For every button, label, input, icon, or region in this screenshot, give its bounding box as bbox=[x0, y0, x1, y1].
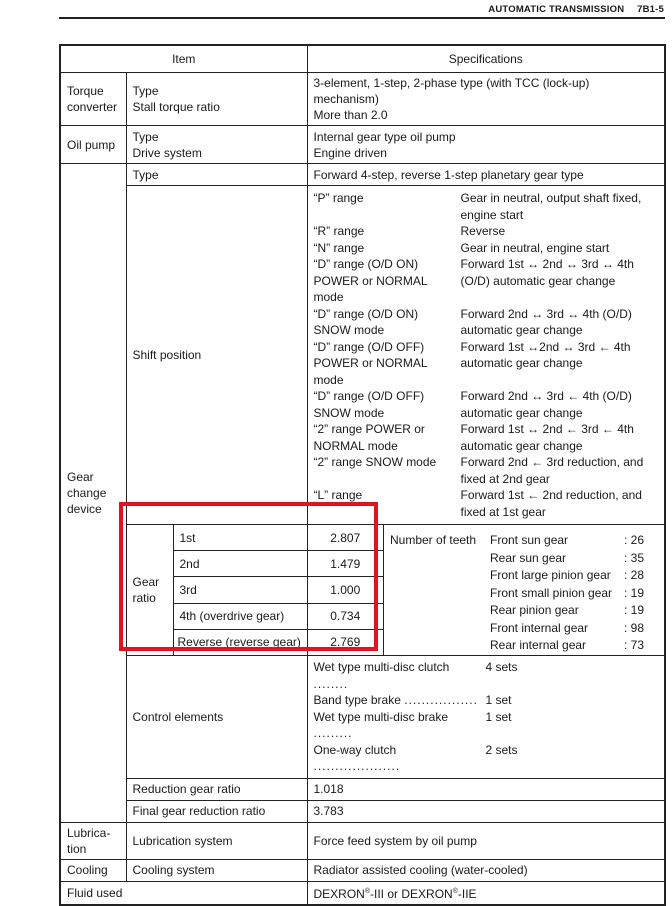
gear-teeth-name: Front sun gear bbox=[490, 533, 569, 547]
gear-type-label: Type bbox=[126, 164, 307, 186]
section-title: AUTOMATIC TRANSMISSION bbox=[488, 4, 625, 15]
leader-dots: ........ bbox=[313, 676, 349, 691]
shift-position-name: “D” range (O/D OFF) POWER or NORMAL mode bbox=[313, 339, 428, 387]
table-row bbox=[60, 800, 665, 822]
control-element-value: 1 set bbox=[485, 693, 512, 707]
running-header bbox=[478, 4, 664, 15]
control-element-value: 4 sets bbox=[485, 660, 518, 674]
column-header-item: Item bbox=[60, 45, 307, 73]
control-element-value: 2 sets bbox=[485, 742, 518, 757]
oil-pump-items: Type Drive system bbox=[126, 126, 307, 164]
gear-teeth-count: : 98 bbox=[624, 620, 645, 635]
table-row bbox=[60, 778, 665, 800]
shift-position-list bbox=[314, 190, 659, 520]
shift-position-label: Shift position bbox=[126, 186, 307, 525]
table-row bbox=[60, 186, 665, 525]
shift-position-description: Forward 1st ↔2nd ↔ 3rd ← 4th automatic gear change bbox=[460, 339, 631, 370]
teeth-block bbox=[384, 525, 664, 655]
shift-position-description: Forward 1st ↔ 2nd ← 3rd ← 4th automatic gear change bbox=[460, 422, 634, 453]
gear-names bbox=[174, 525, 307, 655]
table-row bbox=[60, 126, 665, 164]
leader-dots: ......... bbox=[313, 726, 353, 740]
control-elements-label: Control elements bbox=[126, 656, 307, 779]
gear-name: 2nd bbox=[174, 551, 307, 577]
row-label-lubrication: Lubrica- tion bbox=[60, 822, 126, 859]
gear-ratio-column bbox=[308, 525, 385, 655]
gear-ratio-value: 1.000 bbox=[308, 577, 384, 603]
shift-position-name: “N” range bbox=[313, 240, 365, 255]
reduction-gear-ratio-label: Reduction gear ratio bbox=[126, 778, 307, 800]
gear-ratio-value: 0.734 bbox=[308, 604, 384, 630]
registered-mark: ® bbox=[364, 887, 371, 895]
leader-dots: .................... bbox=[313, 759, 401, 773]
fluid-spec-a: DEXRON bbox=[313, 886, 365, 901]
column-header-spec: Specifications bbox=[307, 45, 665, 73]
control-element-label: One-way clutch bbox=[313, 742, 397, 757]
gear-teeth-name: Front internal gear bbox=[490, 620, 589, 635]
row-label-fluid-used: Fluid used bbox=[60, 881, 307, 905]
gear-teeth-count: : 28 bbox=[624, 568, 645, 583]
table-header-row bbox=[60, 45, 665, 73]
torque-converter-spec: 3-element, 1-step, 2-phase type (with TCC (lock-up) mechanism) More than 2.0 bbox=[307, 73, 665, 126]
control-element-value: 1 set bbox=[485, 709, 512, 724]
shift-position-name: “2” range SNOW mode bbox=[313, 455, 437, 469]
table-row bbox=[60, 525, 665, 656]
leader-dots: ................. bbox=[404, 693, 478, 707]
teeth-label: Number of teeth bbox=[390, 533, 477, 547]
gear-ratio-value: 1.479 bbox=[308, 551, 384, 577]
gear-ratio-labels bbox=[126, 525, 307, 656]
lubrication-item: Lubrication system bbox=[126, 822, 307, 859]
gear-name: 4th (overdrive gear) bbox=[174, 604, 307, 630]
row-label-oil-pump: Oil pump bbox=[60, 126, 126, 164]
final-gear-reduction-value: 3.783 bbox=[307, 800, 665, 822]
gear-teeth-count: : 26 bbox=[624, 533, 645, 547]
torque-converter-items: Type Stall torque ratio bbox=[126, 73, 307, 126]
row-label-gear-change-device: Gear change device bbox=[60, 164, 126, 823]
final-gear-reduction-label: Final gear reduction ratio bbox=[126, 800, 307, 822]
shift-position-description: Forward 2nd ↔ 3rd ← 4th (O/D) automatic gear change bbox=[460, 389, 632, 420]
gear-type-spec: Forward 4-step, reverse 1-step planetary gear type bbox=[307, 164, 665, 186]
gear-ratio-values bbox=[307, 525, 665, 656]
shift-position-description: Forward 1st ← 2nd reduction, and fixed at 1st gear bbox=[460, 488, 642, 519]
gear-ratio-label: Gear ratio bbox=[127, 525, 174, 655]
gear-teeth-count: : 19 bbox=[624, 603, 645, 618]
oil-pump-spec: Internal gear type oil pump Engine driven bbox=[307, 126, 665, 164]
control-element-name bbox=[314, 709, 486, 742]
control-element-name bbox=[314, 742, 486, 775]
gear-teeth-count: : 73 bbox=[624, 638, 645, 653]
table-row bbox=[60, 164, 665, 186]
row-label-torque-converter: Torque converter bbox=[60, 73, 126, 126]
fluid-spec-b: -III or DEXRON bbox=[370, 886, 453, 901]
control-element-label: Wet type multi-disc brake bbox=[313, 709, 448, 724]
gear-name: 3rd bbox=[174, 577, 307, 603]
shift-position-description: Gear in neutral, output shaft fixed, engine start bbox=[460, 191, 642, 222]
table-row bbox=[60, 859, 665, 881]
control-elements-list bbox=[314, 659, 659, 775]
cooling-item: Cooling system bbox=[126, 859, 307, 881]
gear-teeth-name: Front large pinion gear bbox=[490, 568, 611, 583]
shift-position-name: “R” range bbox=[313, 224, 365, 238]
shift-position-description: Gear in neutral, engine start bbox=[460, 240, 610, 255]
shift-position-name: “L” range bbox=[313, 488, 363, 502]
control-element-label: Wet type multi-disc clutch bbox=[313, 660, 450, 674]
registered-mark: ® bbox=[452, 887, 458, 895]
gear-ratio-value: 2.807 bbox=[308, 525, 384, 551]
control-element-name bbox=[314, 692, 486, 709]
gear-teeth-name: Front small pinion gear bbox=[490, 585, 613, 600]
shift-position-description: Forward 1st ↔ 2nd ↔ 3rd ↔ 4th (O/D) automatic gear change bbox=[460, 257, 634, 288]
gear-teeth-name: Rear pinion gear bbox=[490, 603, 579, 618]
shift-position-name: “P” range bbox=[313, 191, 364, 205]
fluid-spec-c: -IIE bbox=[457, 886, 477, 901]
gear-teeth-count: : 19 bbox=[624, 585, 645, 600]
row-label-cooling: Cooling bbox=[60, 859, 126, 881]
shift-position-description: Forward 2nd ↔ 3rd ↔ 4th (O/D) automatic gear change bbox=[460, 306, 632, 337]
fluid-spec bbox=[307, 881, 665, 905]
shift-position-name: “D” range (O/D OFF) SNOW mode bbox=[313, 389, 425, 420]
reduction-gear-ratio-value: 1.018 bbox=[307, 778, 665, 800]
shift-position-name: “2” range POWER or NORMAL mode bbox=[313, 422, 425, 453]
lubrication-spec: Force feed system by oil pump bbox=[307, 822, 665, 859]
gear-teeth-name: Rear sun gear bbox=[490, 550, 567, 565]
page-number: 7B1-5 bbox=[637, 4, 664, 15]
cooling-spec: Radiator assisted cooling (water-cooled) bbox=[307, 859, 665, 881]
gear-teeth-name: Rear internal gear bbox=[490, 638, 587, 653]
table-row bbox=[60, 656, 665, 779]
teeth-list bbox=[490, 532, 664, 655]
control-element-label: Band type brake bbox=[313, 693, 401, 707]
shift-position-name: “D” range (O/D ON) POWER or NORMAL mode bbox=[313, 257, 428, 304]
gear-name: Reverse (reverse gear) bbox=[177, 635, 301, 650]
shift-position-description: Reverse bbox=[460, 224, 506, 238]
shift-position-description: Forward 2nd ← 3rd reduction, and fixed at 2nd gear bbox=[460, 455, 644, 486]
table-row bbox=[60, 881, 665, 905]
gear-ratio-value: 2.769 bbox=[330, 635, 361, 650]
specification-table bbox=[59, 44, 666, 906]
control-element-name bbox=[314, 659, 486, 692]
table-row bbox=[60, 822, 665, 859]
shift-position-name: “D” range (O/D ON) SNOW mode bbox=[313, 306, 419, 337]
table-row bbox=[60, 73, 665, 126]
header-rule bbox=[59, 17, 665, 19]
gear-name: 1st bbox=[174, 525, 307, 551]
gear-teeth-count: : 35 bbox=[624, 550, 645, 565]
